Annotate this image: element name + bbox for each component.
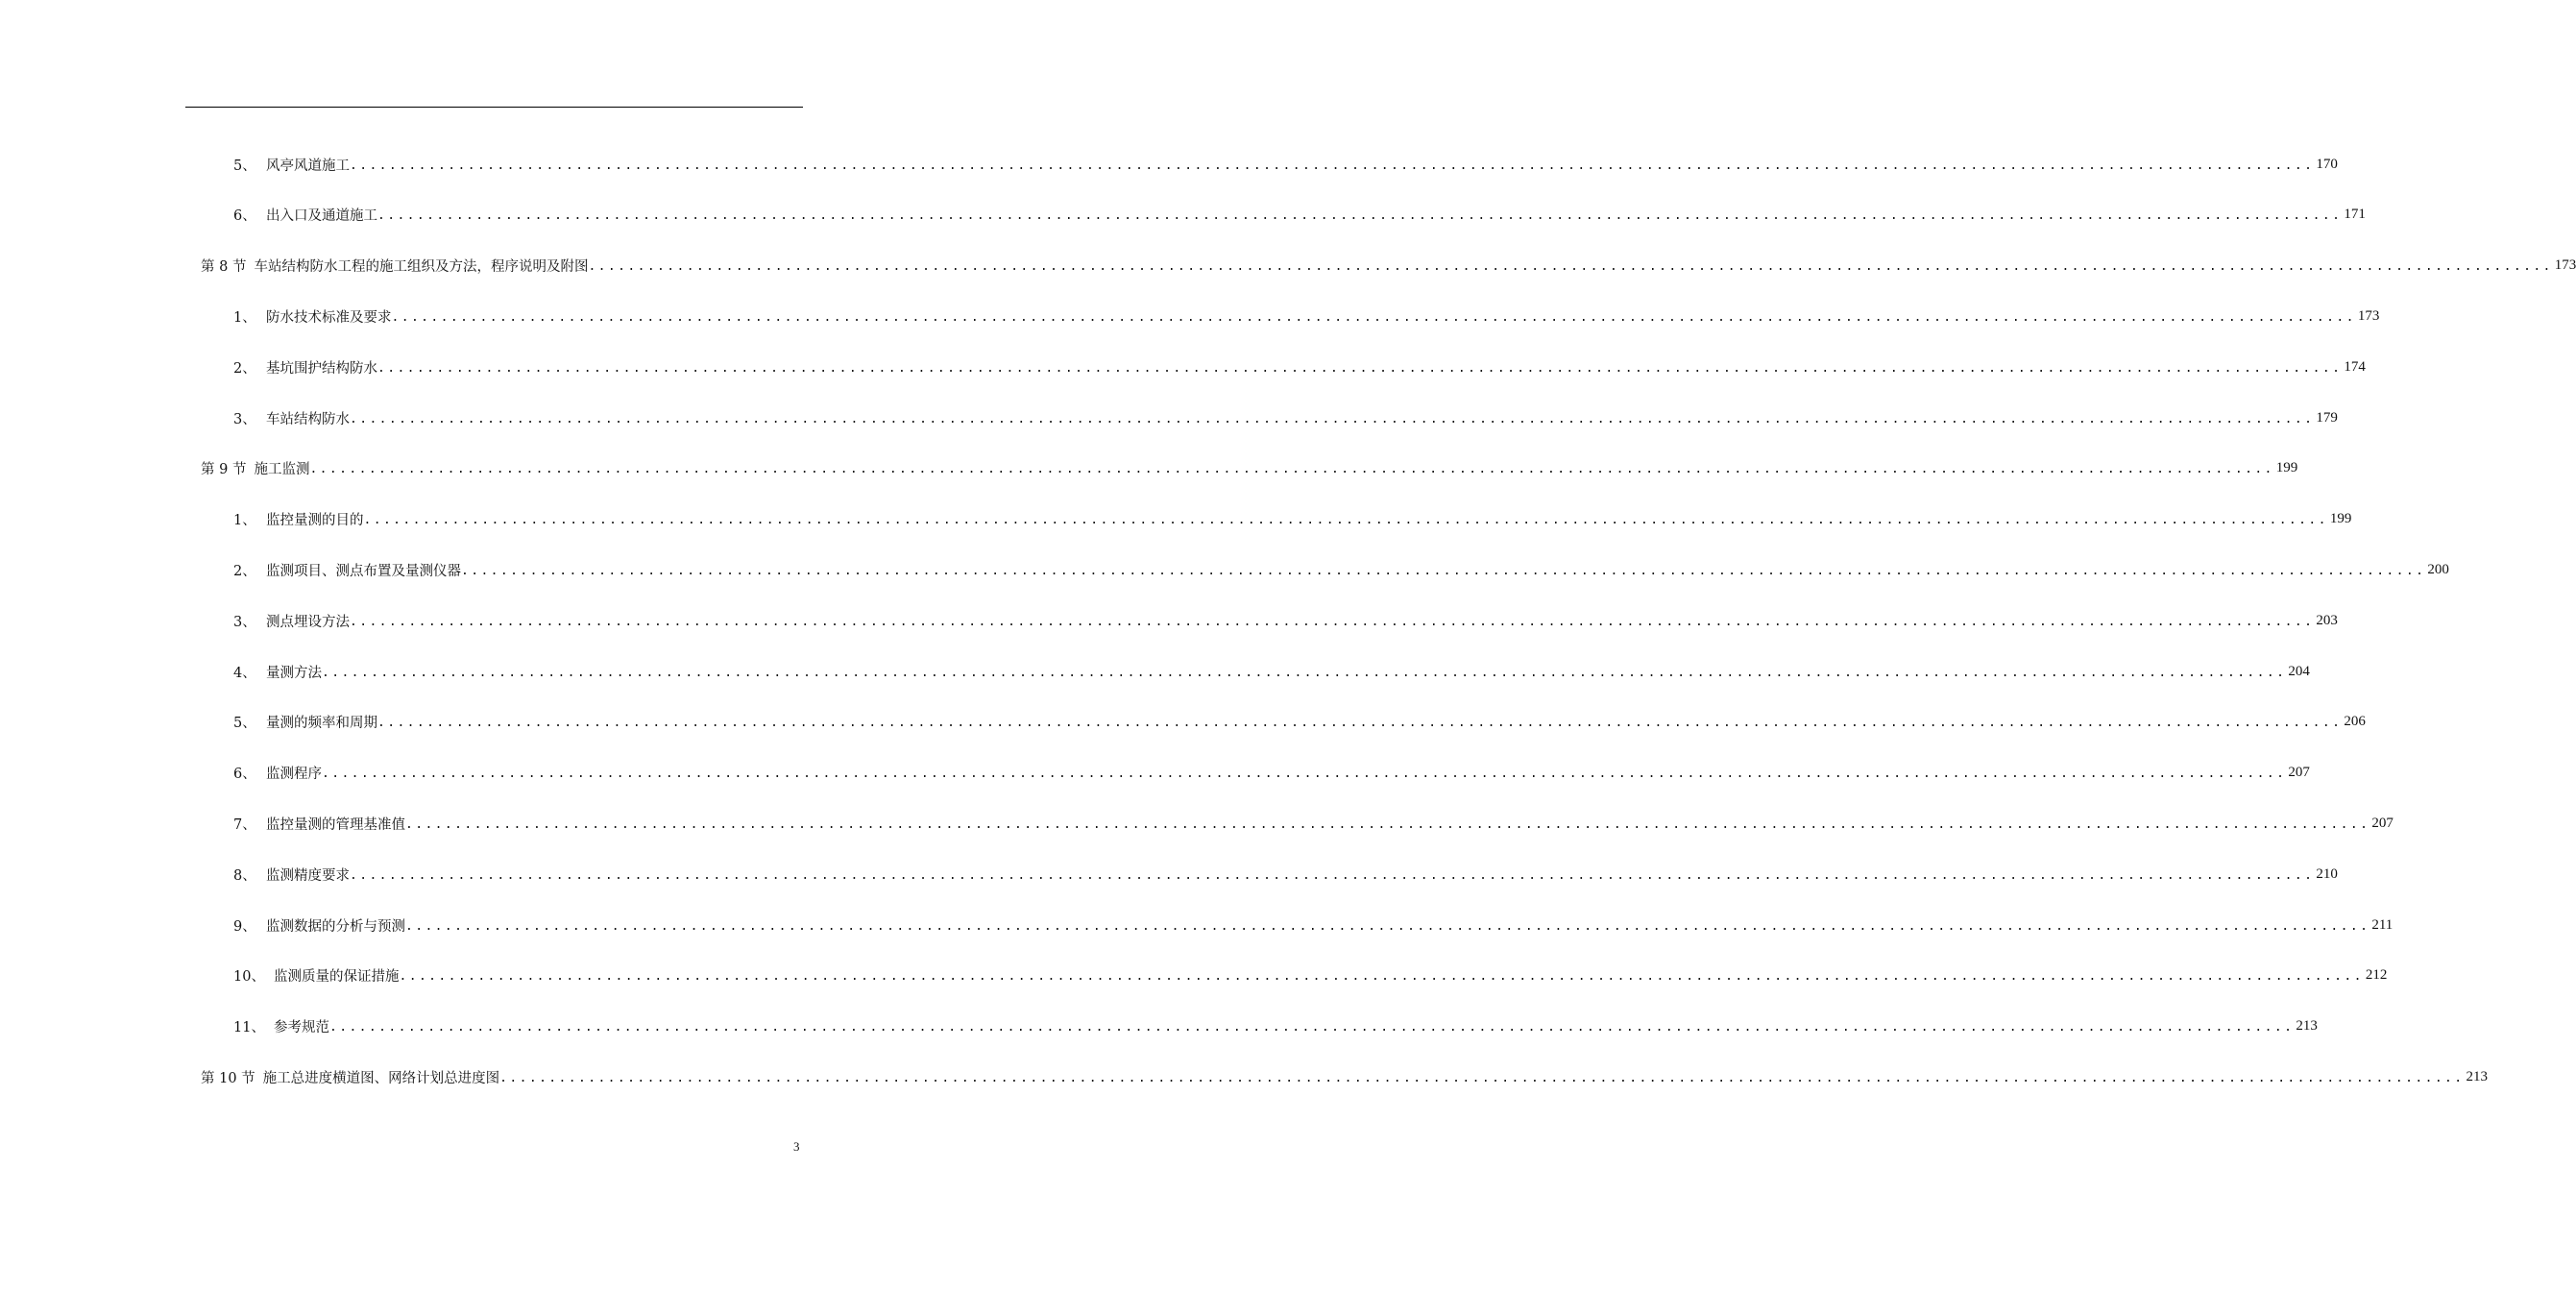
toc-entry-number: 第 8 节 xyxy=(201,259,247,276)
toc-entry-number: 10、 xyxy=(233,969,265,986)
toc-entry-number: 7、 xyxy=(233,816,256,833)
toc-entry-number: 1、 xyxy=(233,513,256,529)
toc-leader-dots: ........................................................................................................................................................................................................ xyxy=(322,767,2287,782)
toc-item-entry[interactable] xyxy=(233,1002,2318,1052)
toc-leader-dots: ........................................................................................................................................................................................................ xyxy=(399,969,2364,985)
toc-entry-number: 2、 xyxy=(233,563,256,579)
toc-entry-number: 4、 xyxy=(233,665,256,681)
toc-item-entry[interactable] xyxy=(233,291,2380,341)
toc-leader-dots: ........................................................................................................................................................................................................ xyxy=(309,462,2274,477)
toc-leader-dots: ........................................................................................................................................................................................................ xyxy=(377,360,2343,376)
toc-entry-number: 6、 xyxy=(233,767,256,783)
toc-entry-number: 2、 xyxy=(233,360,256,377)
toc-leader-dots: ........................................................................................................................................................................................................ xyxy=(322,665,2287,680)
toc-entry-title: 监控量测的目的 xyxy=(266,513,364,529)
toc-entry-number: 第 9 节 xyxy=(201,462,247,478)
toc-entry-title: 量测方法 xyxy=(266,665,322,681)
toc-entry-page: 207 xyxy=(2288,765,2310,781)
toc-leader-dots: ........................................................................................................................................................................................................ xyxy=(363,513,2328,528)
header-rule xyxy=(185,107,803,108)
toc-entry-page: 170 xyxy=(2316,156,2338,172)
page-number: 3 xyxy=(793,1139,800,1154)
toc-entry-page: 210 xyxy=(2316,865,2338,882)
toc-leader-dots: ........................................................................................................................................................................................................ xyxy=(405,816,2370,832)
toc-entry-number: 3、 xyxy=(233,411,256,427)
toc-leader-dots: ........................................................................................................................................................................................................ xyxy=(461,563,2426,578)
toc-leader-dots: ........................................................................................................................................................................................................ xyxy=(405,918,2370,934)
toc-section-entry[interactable] xyxy=(201,1052,2489,1102)
toc-leader-dots: ........................................................................................................................................................................................................ xyxy=(350,158,2315,173)
toc-entry-number: 1、 xyxy=(233,309,256,326)
toc-entry-title: 施工监测 xyxy=(254,462,310,478)
toc-leader-dots: ........................................................................................................................................................................................................ xyxy=(377,208,2343,224)
toc-entry-number: 第 10 节 xyxy=(201,1070,255,1086)
toc-leader-dots: ........................................................................................................................................................................................................ xyxy=(350,411,2315,426)
toc-entry-title: 参考规范 xyxy=(274,1020,329,1036)
toc-entry-title: 监控量测的管理基准值 xyxy=(266,816,405,833)
toc-entry-number: 11、 xyxy=(233,1020,265,1036)
toc-entry-page: 173 xyxy=(2554,257,2576,274)
toc-entry-number: 5、 xyxy=(233,158,256,174)
toc-entry-page: 212 xyxy=(2365,967,2388,984)
toc-entry-title: 基坑围护结构防水 xyxy=(266,360,377,377)
toc-entry-page: 213 xyxy=(2466,1068,2489,1084)
toc-item-entry[interactable] xyxy=(233,951,2388,1001)
toc-entry-number: 8、 xyxy=(233,867,256,884)
toc-section-entry[interactable] xyxy=(201,444,2298,494)
toc-entry-page: 207 xyxy=(2371,815,2394,831)
toc-entry-page: 174 xyxy=(2344,358,2366,375)
toc-item-entry[interactable] xyxy=(233,342,2366,392)
toc-entry-title: 监测数据的分析与预测 xyxy=(266,918,405,935)
toc-item-entry[interactable] xyxy=(233,495,2352,545)
toc-item-entry[interactable] xyxy=(233,596,2338,646)
toc-leader-dots: ........................................................................................................................................................................................................ xyxy=(499,1070,2465,1085)
toc-entry-page: 206 xyxy=(2344,714,2366,730)
toc-entry-page: 179 xyxy=(2316,409,2338,426)
toc-entry-page: 200 xyxy=(2427,561,2449,577)
toc-item-entry[interactable] xyxy=(233,697,2366,747)
toc-leader-dots: ........................................................................................................................................................................................................ xyxy=(350,614,2315,629)
toc-entry-title: 车站结构防水 xyxy=(266,411,350,427)
toc-item-entry[interactable] xyxy=(233,849,2338,899)
toc-leader-dots: ........................................................................................................................................................................................................ xyxy=(377,716,2343,731)
toc-entry-page: 213 xyxy=(2296,1018,2318,1035)
toc-entry-title: 监测质量的保证措施 xyxy=(274,969,400,986)
toc-item-entry[interactable] xyxy=(233,139,2338,189)
toc-entry-number: 3、 xyxy=(233,614,256,630)
toc-leader-dots: ........................................................................................................................................................................................................ xyxy=(588,259,2553,275)
toc-item-entry[interactable] xyxy=(233,190,2366,240)
toc-entry-title: 出入口及通道施工 xyxy=(266,208,377,225)
toc-entry-title: 监测程序 xyxy=(266,767,322,783)
toc-entry-number: 6、 xyxy=(233,208,256,225)
toc-entry-page: 211 xyxy=(2371,916,2394,933)
toc-entry-page: 171 xyxy=(2344,207,2366,223)
toc-entry-number: 5、 xyxy=(233,716,256,732)
toc-entry-title: 监测项目、测点布置及量测仪器 xyxy=(266,563,461,579)
toc-entry-number: 9、 xyxy=(233,918,256,935)
toc-leader-dots: ........................................................................................................................................................................................................ xyxy=(329,1020,2295,1035)
toc-entry-page: 199 xyxy=(2329,511,2352,527)
toc-item-entry[interactable] xyxy=(233,646,2310,696)
toc-leader-dots: ........................................................................................................................................................................................................ xyxy=(350,867,2315,883)
toc-entry-page: 173 xyxy=(2357,307,2380,324)
toc-item-entry[interactable] xyxy=(233,798,2394,848)
toc-entry-title: 测点埋设方法 xyxy=(266,614,350,630)
toc-entry-title: 施工总进度横道图、网络计划总进度图 xyxy=(262,1070,500,1086)
toc-entry-page: 199 xyxy=(2275,460,2298,476)
toc-entry-title: 量测的频率和周期 xyxy=(266,716,377,732)
toc-entry-page: 204 xyxy=(2288,663,2310,679)
toc-entry-title: 车站结构防水工程的施工组织及方法，程序说明及附图 xyxy=(254,259,589,276)
toc-entry-title: 监测精度要求 xyxy=(266,867,350,884)
toc-section-entry[interactable] xyxy=(201,241,2576,291)
toc-leader-dots: ........................................................................................................................................................................................................ xyxy=(391,309,2356,325)
toc-item-entry[interactable] xyxy=(233,748,2310,798)
toc-entry-title: 风亭风道施工 xyxy=(266,158,350,174)
toc-entry-page: 203 xyxy=(2316,612,2338,628)
toc-item-entry[interactable] xyxy=(233,545,2449,595)
toc-entry-title: 防水技术标准及要求 xyxy=(266,309,392,326)
toc-item-entry[interactable] xyxy=(233,900,2394,950)
toc-item-entry[interactable] xyxy=(233,393,2338,443)
